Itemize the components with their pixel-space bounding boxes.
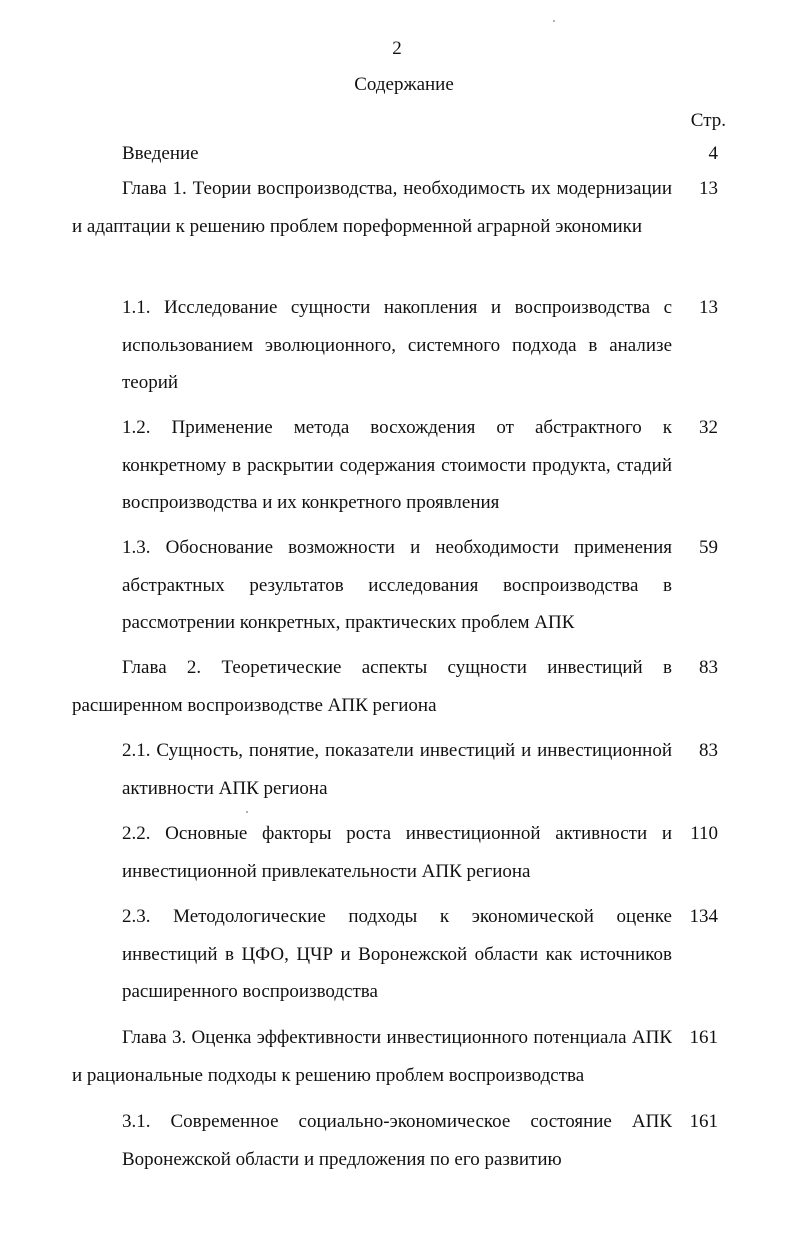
pages-column-header: Стр. bbox=[690, 110, 726, 131]
toc-title: Содержание bbox=[354, 74, 454, 95]
toc-entry-text: 1.2. Применение метода восхождения от абстрактного к конкретному в раскрытии содержания стоимости продукта, стадий воспроизводства и их конкретного проявления bbox=[122, 417, 672, 513]
scan-speck bbox=[553, 20, 555, 22]
scan-speck bbox=[246, 811, 248, 813]
toc-entry-page: 13 bbox=[699, 178, 718, 199]
toc-entry-page: 83 bbox=[699, 657, 718, 678]
toc-entry-text: Введение bbox=[122, 143, 199, 164]
toc-entry-text: 2.3. Методологические подходы к экономической оценке инвестиций в ЦФО, ЦЧР и Воронежской области как источников расширенного воспроизводства bbox=[122, 906, 672, 1002]
page-number: 2 bbox=[392, 38, 402, 59]
toc-entry-page: 110 bbox=[690, 823, 718, 844]
toc-entry-page: 32 bbox=[699, 417, 718, 438]
toc-entry-page: 161 bbox=[689, 1111, 718, 1132]
toc-entry-text: 2.2. Основные факторы роста инвестиционной активности и инвестиционной привлекательности АПК региона bbox=[122, 823, 672, 882]
toc-entry-page: 4 bbox=[708, 143, 718, 164]
toc-entry-page: 134 bbox=[689, 906, 718, 927]
toc-entry-text: 1.1. Исследование сущности накопления и воспроизводства с использованием эволюционного, системного подхода в анализе теорий bbox=[122, 297, 672, 393]
toc-entry-text: Глава 3. Оценка эффективности инвестиционного потенциала АПК и рациональные подходы к решению проблем воспроизводства bbox=[72, 1027, 672, 1086]
toc-entry-text: Глава 1. Теории воспроизводства, необходимость их модернизации и адаптации к решению проблем пореформенной аграрной экономики bbox=[72, 178, 672, 237]
toc-entry-page: 161 bbox=[689, 1027, 718, 1048]
toc-entry-page: 83 bbox=[699, 740, 718, 761]
toc-entry-page: 13 bbox=[699, 297, 718, 318]
toc-entry-page: 59 bbox=[699, 537, 718, 558]
toc-entry-text: 1.3. Обоснование возможности и необходимости применения абстрактных результатов исследования воспроизводства в рассмотрении конкретных, практических проблем АПК bbox=[122, 537, 672, 633]
toc-entry-text: Глава 2. Теоретические аспекты сущности инвестиций в расширенном воспроизводстве АПК региона bbox=[72, 657, 672, 716]
toc-entry-text: 3.1. Современное социально-экономическое состояние АПК Воронежской области и предложения по его развитию bbox=[122, 1111, 672, 1170]
toc-entry-text: 2.1. Сущность, понятие, показатели инвестиций и инвестиционной активности АПК региона bbox=[122, 740, 672, 799]
